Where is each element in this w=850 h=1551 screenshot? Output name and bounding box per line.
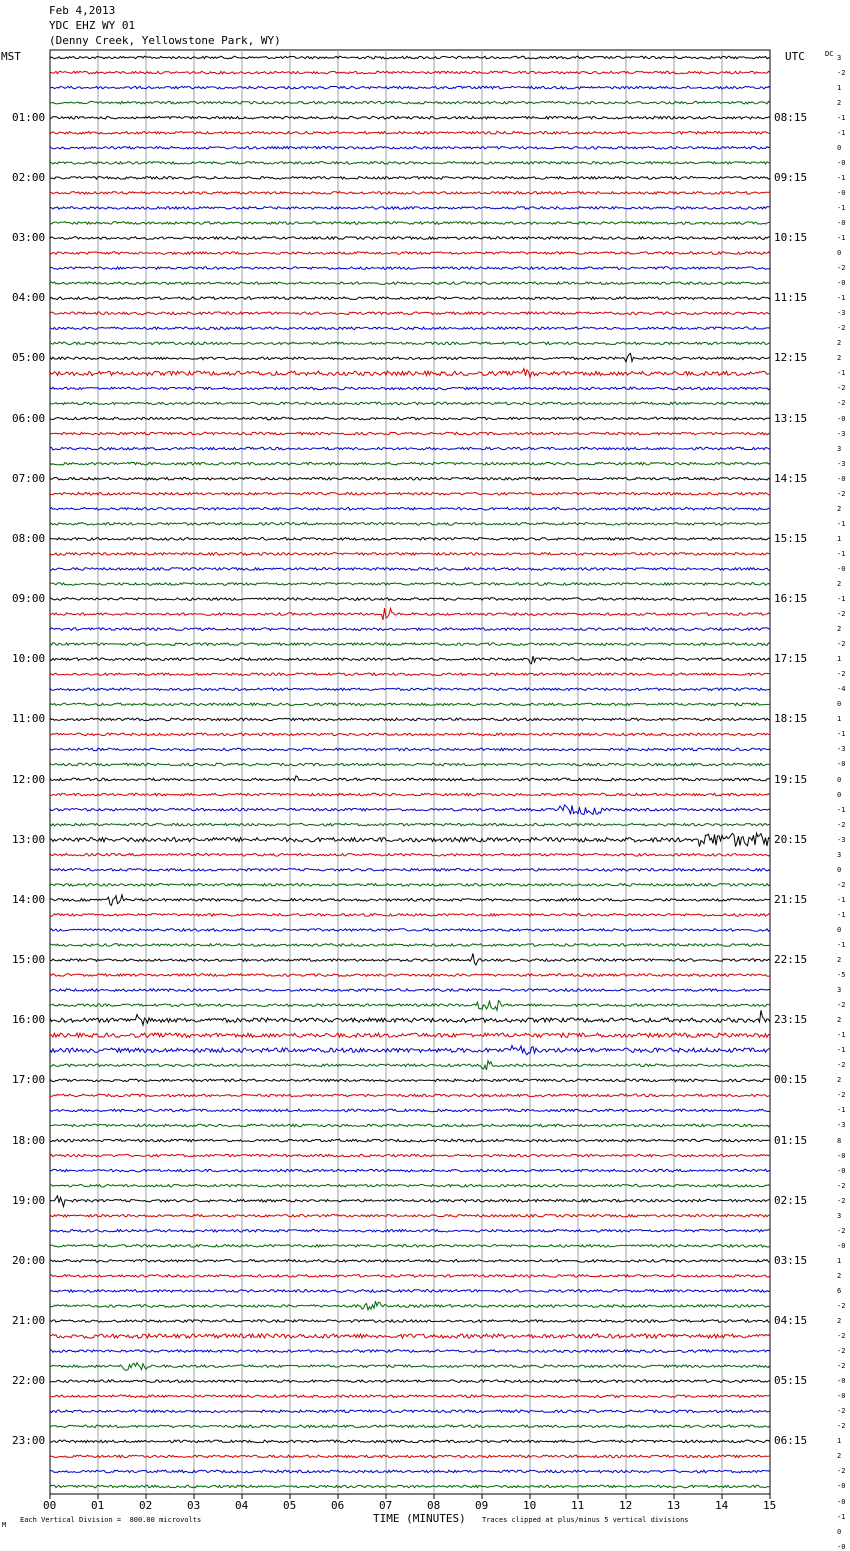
dc-offset-value: 1 — [837, 715, 842, 724]
seismic-trace — [50, 776, 770, 781]
dc-offset-value: -0 — [837, 564, 846, 573]
seismic-trace — [50, 688, 770, 691]
utc-hour-label: 19:15 — [774, 772, 808, 786]
utc-hour-label: 04:15 — [774, 1314, 808, 1328]
seismic-trace — [50, 1245, 770, 1248]
dc-offset-value: -0 — [837, 1482, 846, 1491]
seismic-trace — [50, 417, 770, 420]
utc-hour-label: 17:15 — [774, 652, 808, 666]
dc-offset-value: 1 — [837, 1437, 842, 1446]
dc-offset-value: 2 — [837, 504, 842, 513]
dc-offset-value: -2 — [837, 1407, 846, 1416]
dc-offset-value: 0 — [837, 700, 842, 709]
dc-offset-value: -2 — [837, 264, 846, 273]
seismic-trace — [50, 1033, 770, 1037]
seismic-trace — [50, 914, 770, 917]
dc-offset-value: 1 — [837, 655, 842, 664]
seismic-trace — [50, 1363, 770, 1371]
seismic-trace — [50, 1230, 770, 1233]
mst-hour-label: 13:00 — [12, 832, 46, 846]
seismic-trace — [50, 1395, 770, 1398]
seismic-trace — [50, 432, 770, 435]
dc-offset-value: -0 — [837, 1241, 846, 1250]
vertical-division-note: Each Vertical Division = 800.00 microvolts — [20, 1516, 202, 1524]
seismic-trace — [50, 1169, 770, 1172]
seismic-trace — [50, 1094, 770, 1097]
seismic-trace — [50, 1290, 770, 1293]
dc-offset-value: -0 — [837, 1151, 846, 1160]
seismic-trace — [50, 1010, 770, 1025]
seismic-trace — [50, 1196, 770, 1207]
x-tick-label: 04 — [235, 1499, 249, 1512]
dc-offset-value: 3 — [837, 444, 842, 453]
seismic-trace — [50, 1350, 770, 1353]
clip-note: Traces clipped at plus/minus 5 vertical divisions — [482, 1516, 689, 1524]
dc-offset-value: -3 — [837, 309, 846, 318]
seismic-trace — [50, 162, 770, 165]
dc-offset-value: -1 — [837, 234, 846, 243]
seismic-trace — [50, 312, 770, 315]
dc-offset-value: -0 — [837, 1166, 846, 1175]
seismic-trace — [50, 656, 770, 664]
seismic-trace — [50, 1275, 770, 1278]
dc-offset-value: -1 — [837, 1106, 846, 1115]
utc-hour-label: 00:15 — [774, 1073, 808, 1087]
seismic-trace — [50, 1470, 770, 1473]
seismic-trace — [50, 1061, 770, 1070]
seismic-trace — [50, 508, 770, 511]
seismic-trace — [50, 297, 770, 300]
seismic-trace — [50, 56, 770, 59]
x-tick-label: 15 — [763, 1499, 777, 1512]
dc-offset-value: -1 — [837, 113, 846, 122]
dc-offset-value: 6 — [837, 1286, 842, 1295]
dc-offset-value: -2 — [837, 1301, 846, 1310]
dc-offset-value: 2 — [837, 579, 842, 588]
seismic-trace — [50, 793, 770, 796]
x-tick-label: 03 — [187, 1499, 201, 1512]
dc-offset-value: -0 — [837, 279, 846, 288]
seismic-trace — [50, 342, 770, 345]
dc-offset-value: 0 — [837, 775, 842, 784]
seismic-trace — [50, 583, 770, 586]
utc-hour-label: 15:15 — [774, 531, 808, 545]
seismic-trace — [50, 608, 770, 620]
seismic-trace — [50, 177, 770, 180]
dc-offset-value: 3 — [837, 53, 842, 62]
seismic-trace — [50, 147, 770, 150]
seismic-trace — [50, 1214, 770, 1217]
seismic-trace — [50, 86, 770, 89]
dc-offset-value: -2 — [837, 1181, 846, 1190]
mst-hour-label: 21:00 — [12, 1314, 46, 1328]
corner-mark: M — [2, 1521, 7, 1529]
dc-offset-value: -2 — [837, 1422, 846, 1431]
dc-offset-value: -1 — [837, 173, 846, 182]
seismic-trace — [50, 823, 770, 826]
dc-offset-value: 2 — [837, 625, 842, 634]
utc-hour-label: 01:15 — [774, 1133, 808, 1147]
seismic-trace — [50, 353, 770, 362]
station-code: YDC EHZ WY 01 — [49, 19, 136, 32]
dc-offset-value: -1 — [837, 1512, 846, 1521]
dc-offset-value: 0 — [837, 865, 842, 874]
seismic-trace — [50, 523, 770, 526]
seismic-trace — [50, 101, 770, 104]
dc-offset-value: -2 — [837, 384, 846, 393]
seismic-trace — [50, 869, 770, 872]
seismic-trace — [50, 462, 770, 465]
utc-hour-label: 21:15 — [774, 892, 808, 906]
dc-offset-value: -2 — [837, 1362, 846, 1371]
seismic-trace — [50, 192, 770, 195]
dc-offset-value: 2 — [837, 1452, 842, 1461]
mst-hour-label: 17:00 — [12, 1073, 46, 1087]
dc-offset-value: 0 — [837, 790, 842, 799]
dc-offset-value: -2 — [837, 1196, 846, 1205]
dc-offset-value: 3 — [837, 1211, 842, 1220]
dc-offset-value: -2 — [837, 820, 846, 829]
dc-offset-value: 2 — [837, 354, 842, 363]
mst-hour-label: 16:00 — [12, 1013, 46, 1027]
dc-offset-value: -2 — [837, 1226, 846, 1235]
mst-hour-label: 11:00 — [12, 712, 46, 726]
dc-offset-value: 0 — [837, 249, 842, 258]
seismic-trace — [50, 447, 770, 450]
seismic-trace — [50, 703, 770, 706]
seismic-trace — [50, 929, 770, 932]
dc-offset-value: -2 — [837, 399, 846, 408]
seismic-trace — [50, 1124, 770, 1127]
dc-offset-value: -1 — [837, 1046, 846, 1055]
dc-offset-value: -1 — [837, 730, 846, 739]
utc-hour-label: 18:15 — [774, 712, 808, 726]
x-tick-label: 08 — [427, 1499, 441, 1512]
dc-offset-value: -0 — [837, 1392, 846, 1401]
seismic-trace — [50, 1184, 770, 1187]
dc-offset-value: -2 — [837, 324, 846, 333]
seismic-trace — [50, 1380, 770, 1383]
dc-offset-value: 1 — [837, 534, 842, 543]
station-location: (Denny Creek, Yellowstone Park, WY) — [49, 34, 281, 47]
seismic-trace — [50, 327, 770, 330]
x-tick-label: 09 — [475, 1499, 489, 1512]
mst-hour-label: 14:00 — [12, 892, 46, 906]
dc-offset-value: 2 — [837, 1076, 842, 1085]
seismic-trace — [50, 131, 770, 134]
x-tick-label: 07 — [379, 1499, 393, 1512]
dc-offset-value: -2 — [837, 880, 846, 889]
utc-hour-label: 12:15 — [774, 351, 808, 365]
seismic-trace — [50, 369, 770, 378]
dc-offset-value: -4 — [837, 685, 846, 694]
seismic-trace — [50, 853, 770, 856]
x-tick-label: 00 — [43, 1499, 57, 1512]
mst-hour-label: 03:00 — [12, 231, 46, 245]
seismic-trace — [50, 833, 770, 846]
seismic-trace — [50, 628, 770, 631]
seismic-trace — [50, 1301, 770, 1310]
seismic-trace — [50, 1440, 770, 1443]
dc-offset-value: -3 — [837, 429, 846, 438]
dc-offset-value: -0 — [837, 1497, 846, 1506]
dc-offset-value: -2 — [837, 1001, 846, 1010]
dc-offset-value: -0 — [837, 218, 846, 227]
seismic-trace — [50, 477, 770, 480]
seismic-trace — [50, 718, 770, 721]
x-tick-label: 05 — [283, 1499, 297, 1512]
seismic-trace — [50, 538, 770, 541]
seismic-trace — [50, 1139, 770, 1142]
seismic-trace — [50, 1334, 770, 1338]
seismic-trace — [50, 1001, 770, 1011]
x-tick-label: 13 — [667, 1499, 681, 1512]
dc-offset-value: -1 — [837, 294, 846, 303]
mst-hour-label: 09:00 — [12, 592, 46, 606]
dc-offset-value: 2 — [837, 339, 842, 348]
dc-offset-value: -0 — [837, 760, 846, 769]
mst-hour-label: 08:00 — [12, 531, 46, 545]
seismic-trace — [50, 387, 770, 390]
dc-offset-value: -3 — [837, 745, 846, 754]
dc-offset-value: 1 — [837, 1256, 842, 1265]
utc-hour-label: 09:15 — [774, 170, 808, 184]
dc-offset-value: -2 — [837, 68, 846, 77]
utc-hour-label: 22:15 — [774, 953, 808, 967]
dc-offset-value: -1 — [837, 910, 846, 919]
seismic-trace — [50, 748, 770, 751]
dc-offset-value: -2 — [837, 1332, 846, 1341]
dc-offset-value: -1 — [837, 369, 846, 378]
mst-hour-label: 20:00 — [12, 1253, 46, 1267]
dc-offset-value: 2 — [837, 1271, 842, 1280]
x-tick-label: 12 — [619, 1499, 633, 1512]
dc-offset-value: -0 — [837, 158, 846, 167]
dc-offset-value: -2 — [837, 670, 846, 679]
dc-offset-value: -0 — [837, 474, 846, 483]
seismic-trace — [50, 282, 770, 285]
utc-hour-label: 02:15 — [774, 1193, 808, 1207]
seismic-trace — [50, 884, 770, 887]
dc-offset-value: -0 — [837, 1377, 846, 1386]
dc-offset-value: -1 — [837, 519, 846, 528]
dc-label: DC — [825, 50, 834, 58]
dc-offset-value: -2 — [837, 1347, 846, 1356]
dc-offset-value: -1 — [837, 1031, 846, 1040]
seismic-trace — [50, 71, 770, 74]
seismic-trace — [50, 805, 770, 815]
mst-hour-label: 05:00 — [12, 351, 46, 365]
seismic-trace — [50, 953, 770, 965]
seismic-trace — [50, 252, 770, 255]
x-tick-label: 01 — [91, 1499, 105, 1512]
utc-hour-label: 08:15 — [774, 110, 808, 124]
x-tick-label: 14 — [715, 1499, 729, 1512]
seismic-trace — [50, 207, 770, 210]
dc-offset-value: -1 — [837, 203, 846, 212]
dc-offset-value: -0 — [837, 414, 846, 423]
utc-hour-label: 11:15 — [774, 291, 808, 305]
mst-hour-label: 04:00 — [12, 291, 46, 305]
dc-offset-value: 0 — [837, 143, 842, 152]
x-tick-label: 02 — [139, 1499, 153, 1512]
utc-hour-label: 06:15 — [774, 1434, 808, 1448]
dc-offset-value: -5 — [837, 971, 846, 980]
utc-hour-label: 10:15 — [774, 231, 808, 245]
seismic-trace — [50, 1079, 770, 1082]
mst-hour-label: 23:00 — [12, 1434, 46, 1448]
dc-offset-value: 2 — [837, 98, 842, 107]
seismic-trace — [50, 237, 770, 240]
dc-offset-value: -2 — [837, 489, 846, 498]
seismic-trace — [50, 1154, 770, 1157]
dc-offset-value: -2 — [837, 610, 846, 619]
dc-offset-value: -2 — [837, 1091, 846, 1100]
dc-offset-value: -1 — [837, 805, 846, 814]
dc-offset-value: 3 — [837, 986, 842, 995]
seismic-trace — [50, 944, 770, 947]
mst-hour-label: 18:00 — [12, 1133, 46, 1147]
seismic-trace — [50, 553, 770, 556]
seismic-trace — [50, 1410, 770, 1413]
dc-offset-value: -1 — [837, 895, 846, 904]
dc-offset-value: -0 — [837, 1542, 846, 1551]
seismic-trace — [50, 1425, 770, 1428]
seismic-trace — [50, 1109, 770, 1112]
seismic-trace — [50, 1455, 770, 1458]
plot-date: Feb 4,2013 — [49, 4, 116, 17]
dc-offset-value: -2 — [837, 640, 846, 649]
mst-hour-label: 12:00 — [12, 772, 46, 786]
seismic-trace — [50, 974, 770, 977]
x-tick-label: 11 — [571, 1499, 585, 1512]
seismic-trace — [50, 116, 770, 119]
mst-hour-label: 02:00 — [12, 170, 46, 184]
utc-hour-label: 16:15 — [774, 592, 808, 606]
dc-offset-value: 0 — [837, 1527, 842, 1536]
seismic-trace — [50, 673, 770, 676]
utc-hour-label: 20:15 — [774, 832, 808, 846]
x-axis-title: TIME (MINUTES) — [373, 1512, 466, 1525]
seismic-trace — [50, 1046, 770, 1055]
seismic-trace — [50, 643, 770, 646]
mst-hour-label: 06:00 — [12, 411, 46, 425]
utc-hour-label: 13:15 — [774, 411, 808, 425]
dc-offset-value: 2 — [837, 1016, 842, 1025]
seismic-trace — [50, 763, 770, 766]
mst-hour-label: 07:00 — [12, 471, 46, 485]
dc-offset-value: -3 — [837, 835, 846, 844]
seismic-trace — [50, 989, 770, 992]
dc-offset-value: 2 — [837, 1317, 842, 1326]
mst-hour-label: 15:00 — [12, 953, 46, 967]
mst-hour-label: 10:00 — [12, 652, 46, 666]
seismic-trace — [50, 598, 770, 601]
dc-offset-value: -3 — [837, 459, 846, 468]
dc-offset-value: -2 — [837, 1467, 846, 1476]
seismic-trace — [50, 733, 770, 736]
seismic-trace — [50, 222, 770, 225]
x-tick-label: 10 — [523, 1499, 537, 1512]
dc-offset-value: 0 — [837, 925, 842, 934]
seismic-trace — [50, 492, 770, 495]
dc-offset-value: 2 — [837, 956, 842, 965]
dc-offset-value: -0 — [837, 188, 846, 197]
utc-hour-label: 23:15 — [774, 1013, 808, 1027]
dc-offset-value: -2 — [837, 1061, 846, 1070]
dc-offset-value: -1 — [837, 128, 846, 137]
seismic-trace — [50, 267, 770, 270]
utc-hour-label: 14:15 — [774, 471, 808, 485]
dc-offset-value: -1 — [837, 940, 846, 949]
dc-offset-value: -1 — [837, 549, 846, 558]
dc-offset-value: -3 — [837, 1121, 846, 1130]
seismic-trace — [50, 568, 770, 571]
dc-offset-value: 1 — [837, 83, 842, 92]
mst-hour-label: 19:00 — [12, 1193, 46, 1207]
mst-axis-title: MST — [1, 50, 21, 63]
mst-hour-label: 01:00 — [12, 110, 46, 124]
utc-hour-label: 03:15 — [774, 1253, 808, 1267]
mst-hour-label: 22:00 — [12, 1374, 46, 1388]
seismic-trace — [50, 1320, 770, 1323]
utc-hour-label: 05:15 — [774, 1374, 808, 1388]
seismic-trace — [50, 1260, 770, 1263]
utc-axis-title: UTC — [785, 50, 805, 63]
dc-offset-value: -1 — [837, 595, 846, 604]
seismic-trace — [50, 402, 770, 405]
x-tick-label: 06 — [331, 1499, 345, 1512]
dc-offset-value: 8 — [837, 1136, 842, 1145]
seismic-trace — [50, 895, 770, 906]
dc-offset-value: 3 — [837, 850, 842, 859]
seismic-trace — [50, 1485, 770, 1488]
